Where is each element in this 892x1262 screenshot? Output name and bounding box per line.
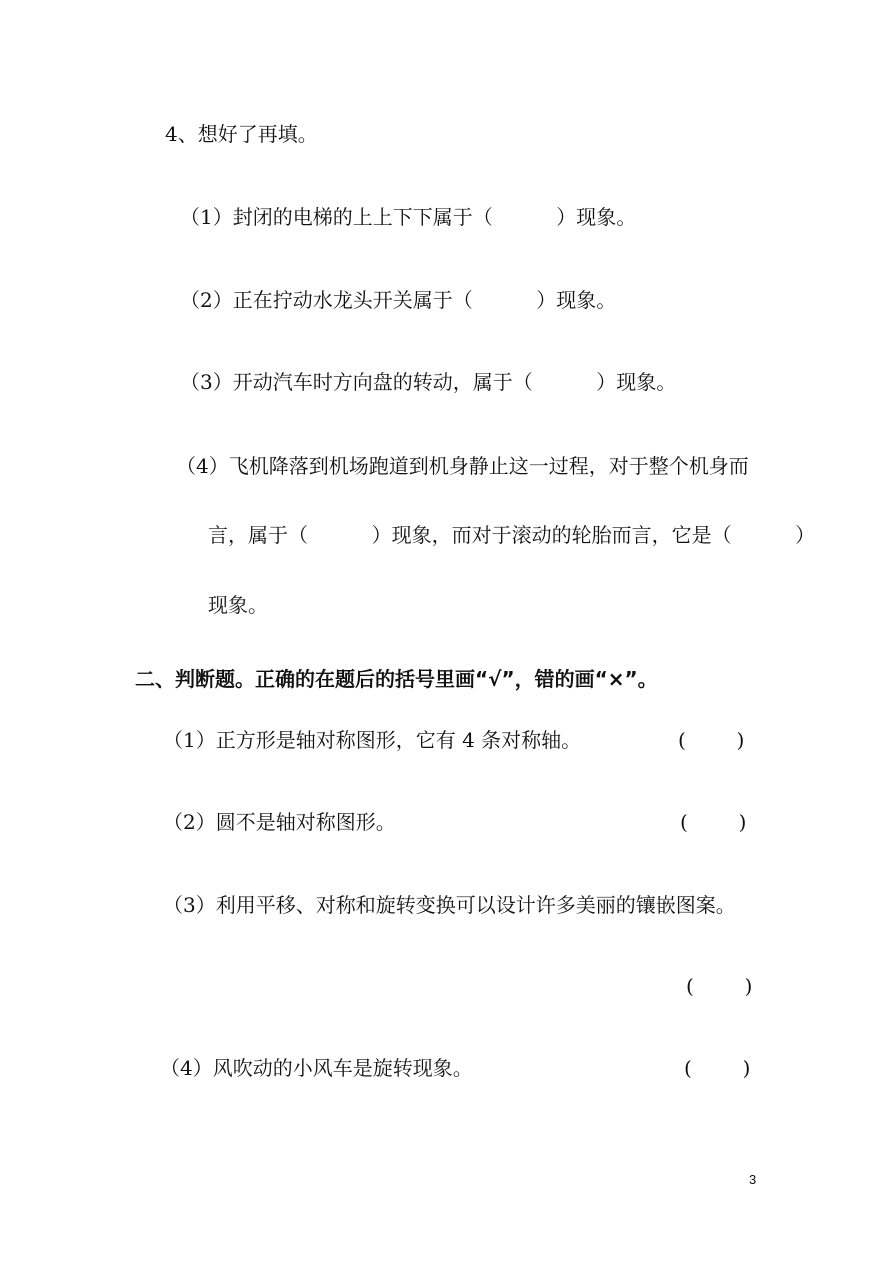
judge-item-4: （4）风吹动的小风车是旋转现象。	[160, 1056, 473, 1080]
section2-heading: 二、判断题。正确的在题后的括号里画“√”，错的画“×”。	[135, 667, 658, 691]
section4-heading: 4、想好了再填。	[165, 122, 318, 146]
fill-item-2: （2）正在拧动水龙头开关属于（ ）现象。	[180, 288, 617, 312]
fill-item-3: （3）开动汽车时方向盘的转动，属于（ ）现象。	[180, 370, 677, 394]
judge-answer-2: ( )	[680, 810, 747, 834]
judge-answer-4: ( )	[684, 1056, 751, 1080]
judge-item-1: （1）正方形是轴对称图形，它有 4 条对称轴。	[163, 728, 582, 752]
fill-item-4-line-3: 现象。	[208, 593, 268, 617]
judge-answer-1: ( )	[678, 728, 745, 752]
page-number: 3	[749, 1172, 757, 1187]
judge-item-3: （3）利用平移、对称和旋转变换可以设计许多美丽的镶嵌图案。	[163, 893, 736, 917]
fill-item-1: （1）封闭的电梯的上上下下属于（ ）现象。	[180, 205, 637, 229]
fill-item-4-line-2: 言，属于（ ）现象，而对于滚动的轮胎而言，它是（ ）	[208, 523, 816, 547]
judge-answer-3: ( )	[686, 974, 753, 998]
fill-item-4-line-1: （4）飞机降落到机场跑道到机身静止这一过程，对于整个机身而	[176, 454, 749, 478]
judge-item-2: （2）圆不是轴对称图形。	[163, 810, 396, 834]
